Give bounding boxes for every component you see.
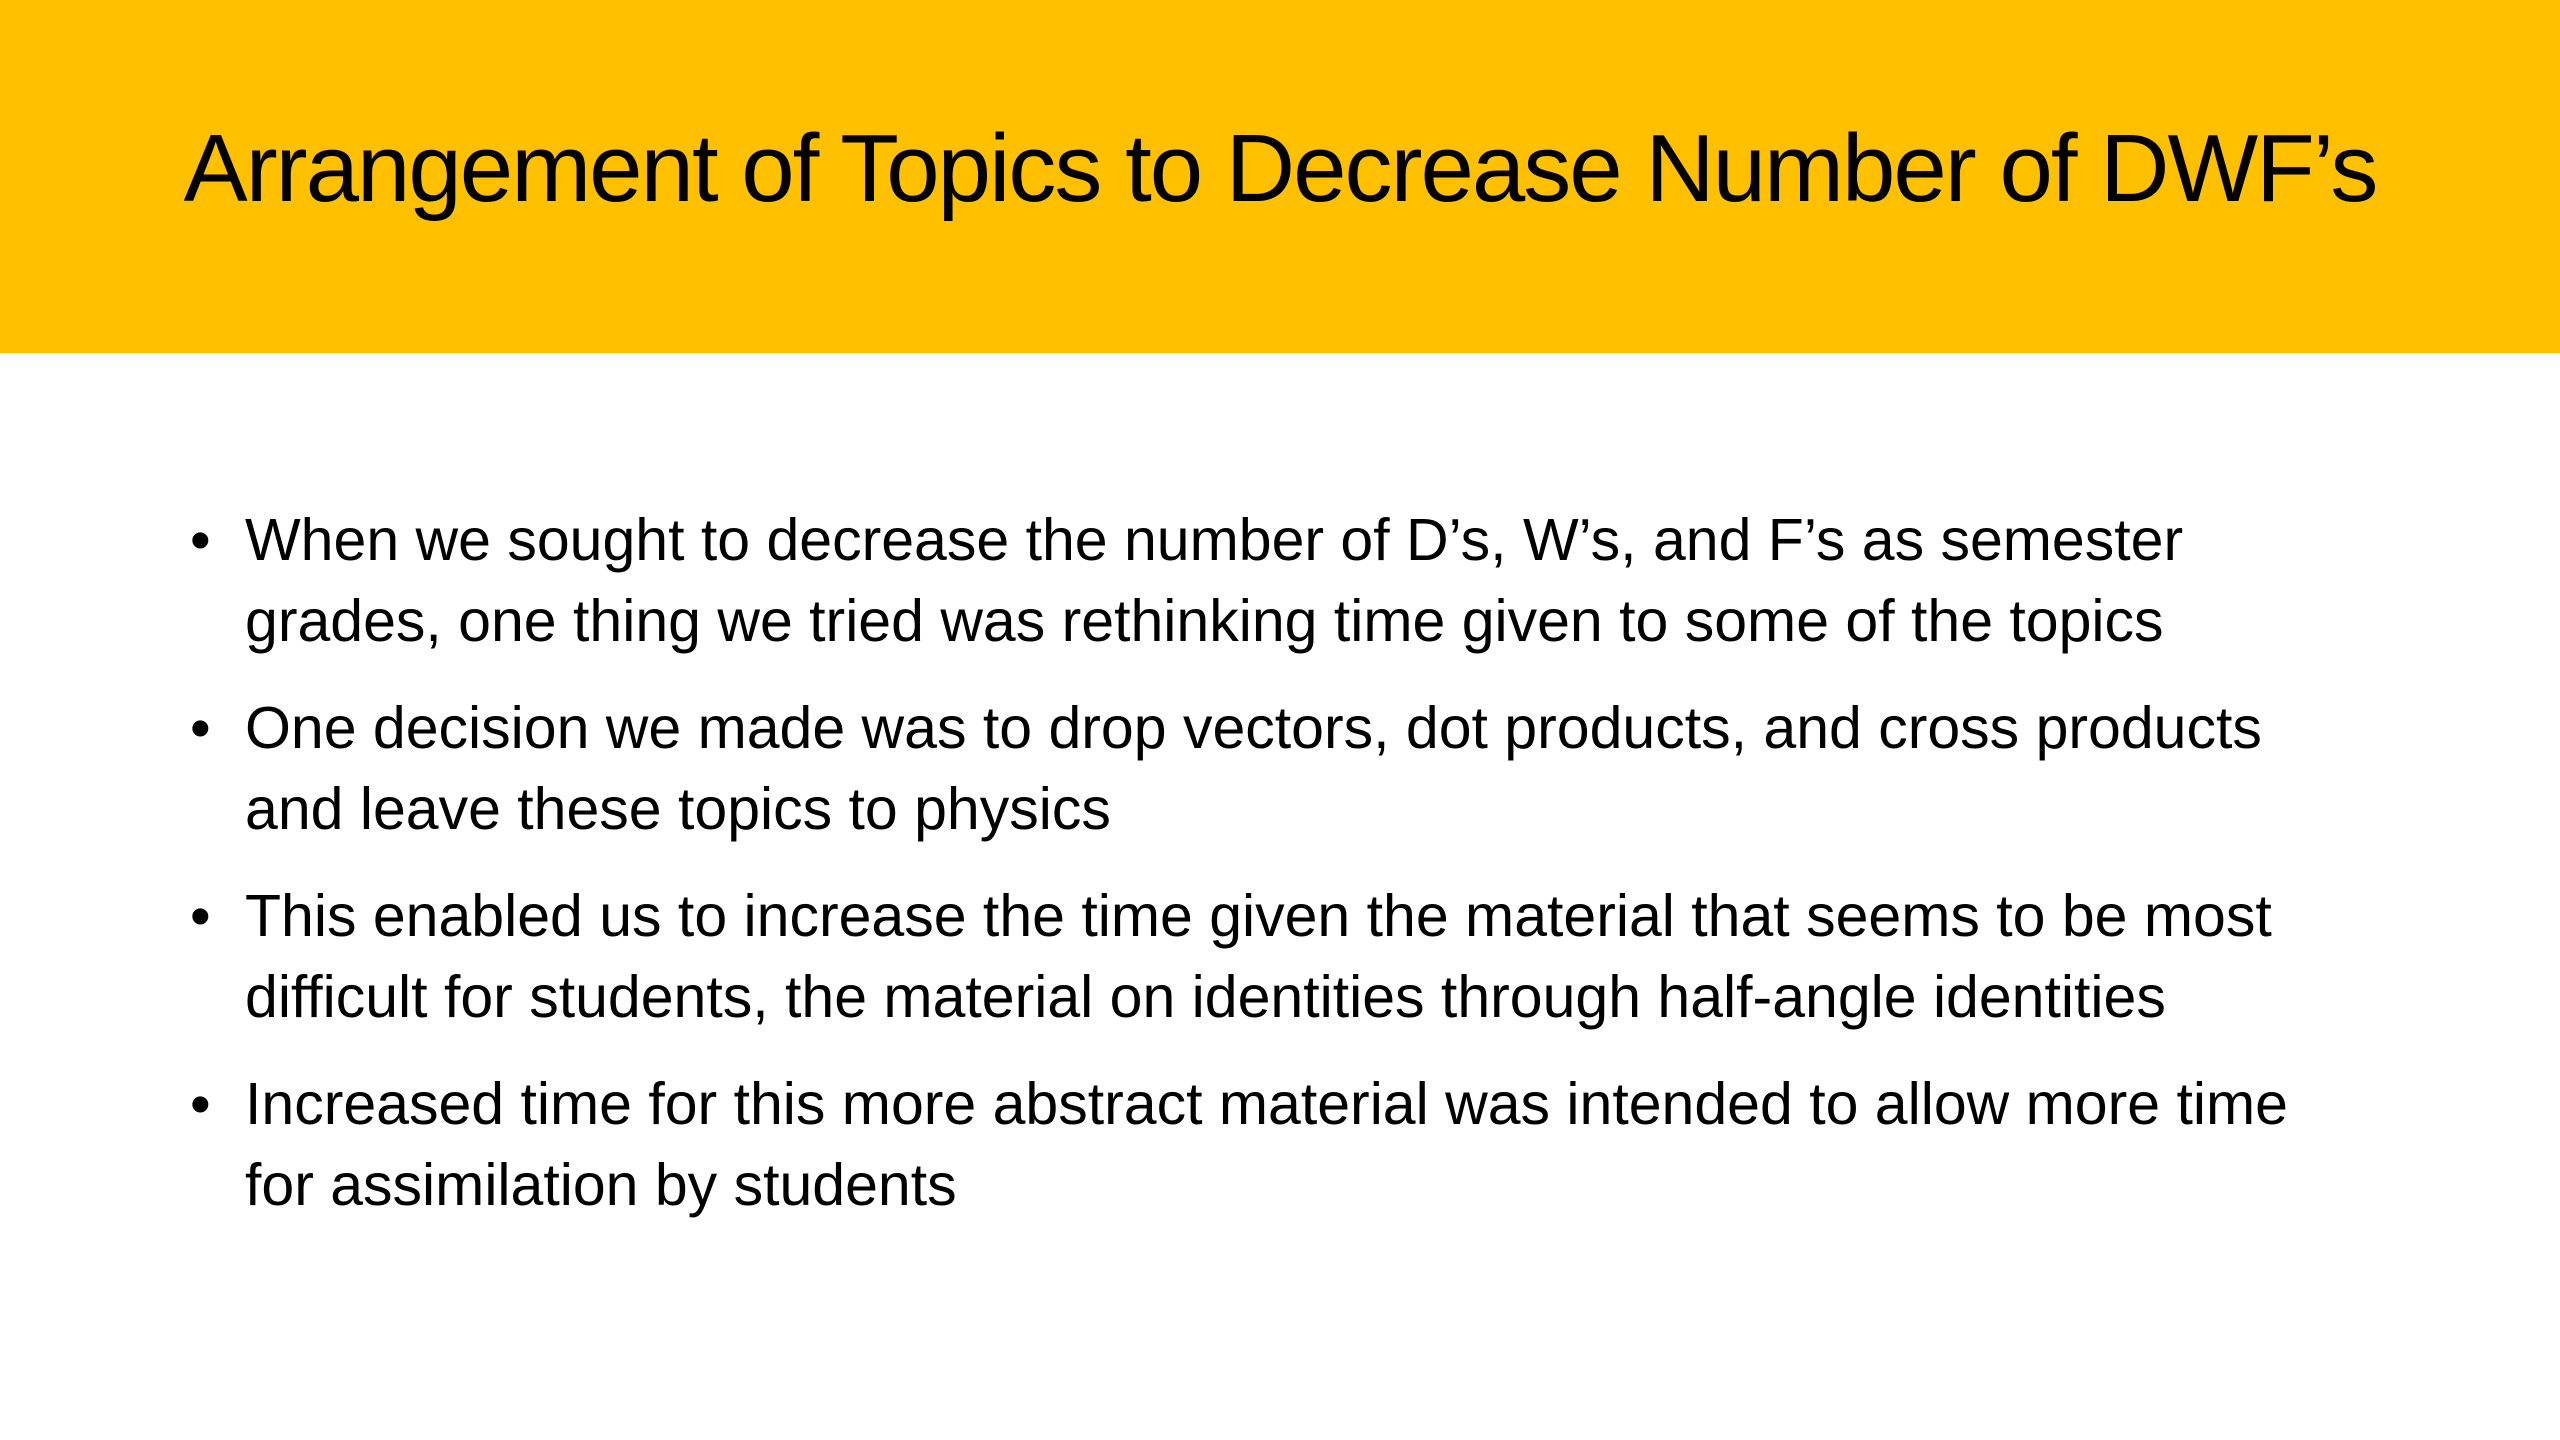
bullet-icon: • — [190, 1071, 211, 1137]
bullet-item — [190, 1064, 2370, 1226]
bullet-text: This enabled us to increase the time given the material that seems to be most difficult for students, the material on identities through half-angle identities — [245, 883, 2272, 1030]
bullet-item — [190, 876, 2370, 1038]
bullet-text: When we sought to decrease the number of D’s, W’s, and F’s as semester grades, one thing we tried was rethinking time given to some of the topics — [245, 507, 2184, 654]
bullet-item — [190, 500, 2370, 662]
bullet-list — [190, 500, 2370, 1226]
slide-title: Arrangement of Topics to Decrease Number of DWF’s — [183, 114, 2377, 222]
title-banner — [0, 0, 2560, 353]
bullet-icon: • — [190, 507, 211, 573]
bullet-text: One decision we made was to drop vectors, dot products, and cross products and leave these topics to physics — [245, 695, 2262, 842]
slide-body — [190, 500, 2370, 1252]
bullet-text: Increased time for this more abstract material was intended to allow more time for assimilation by students — [245, 1071, 2288, 1218]
bullet-icon: • — [190, 695, 211, 761]
bullet-icon: • — [190, 883, 211, 949]
bullet-item — [190, 688, 2370, 850]
